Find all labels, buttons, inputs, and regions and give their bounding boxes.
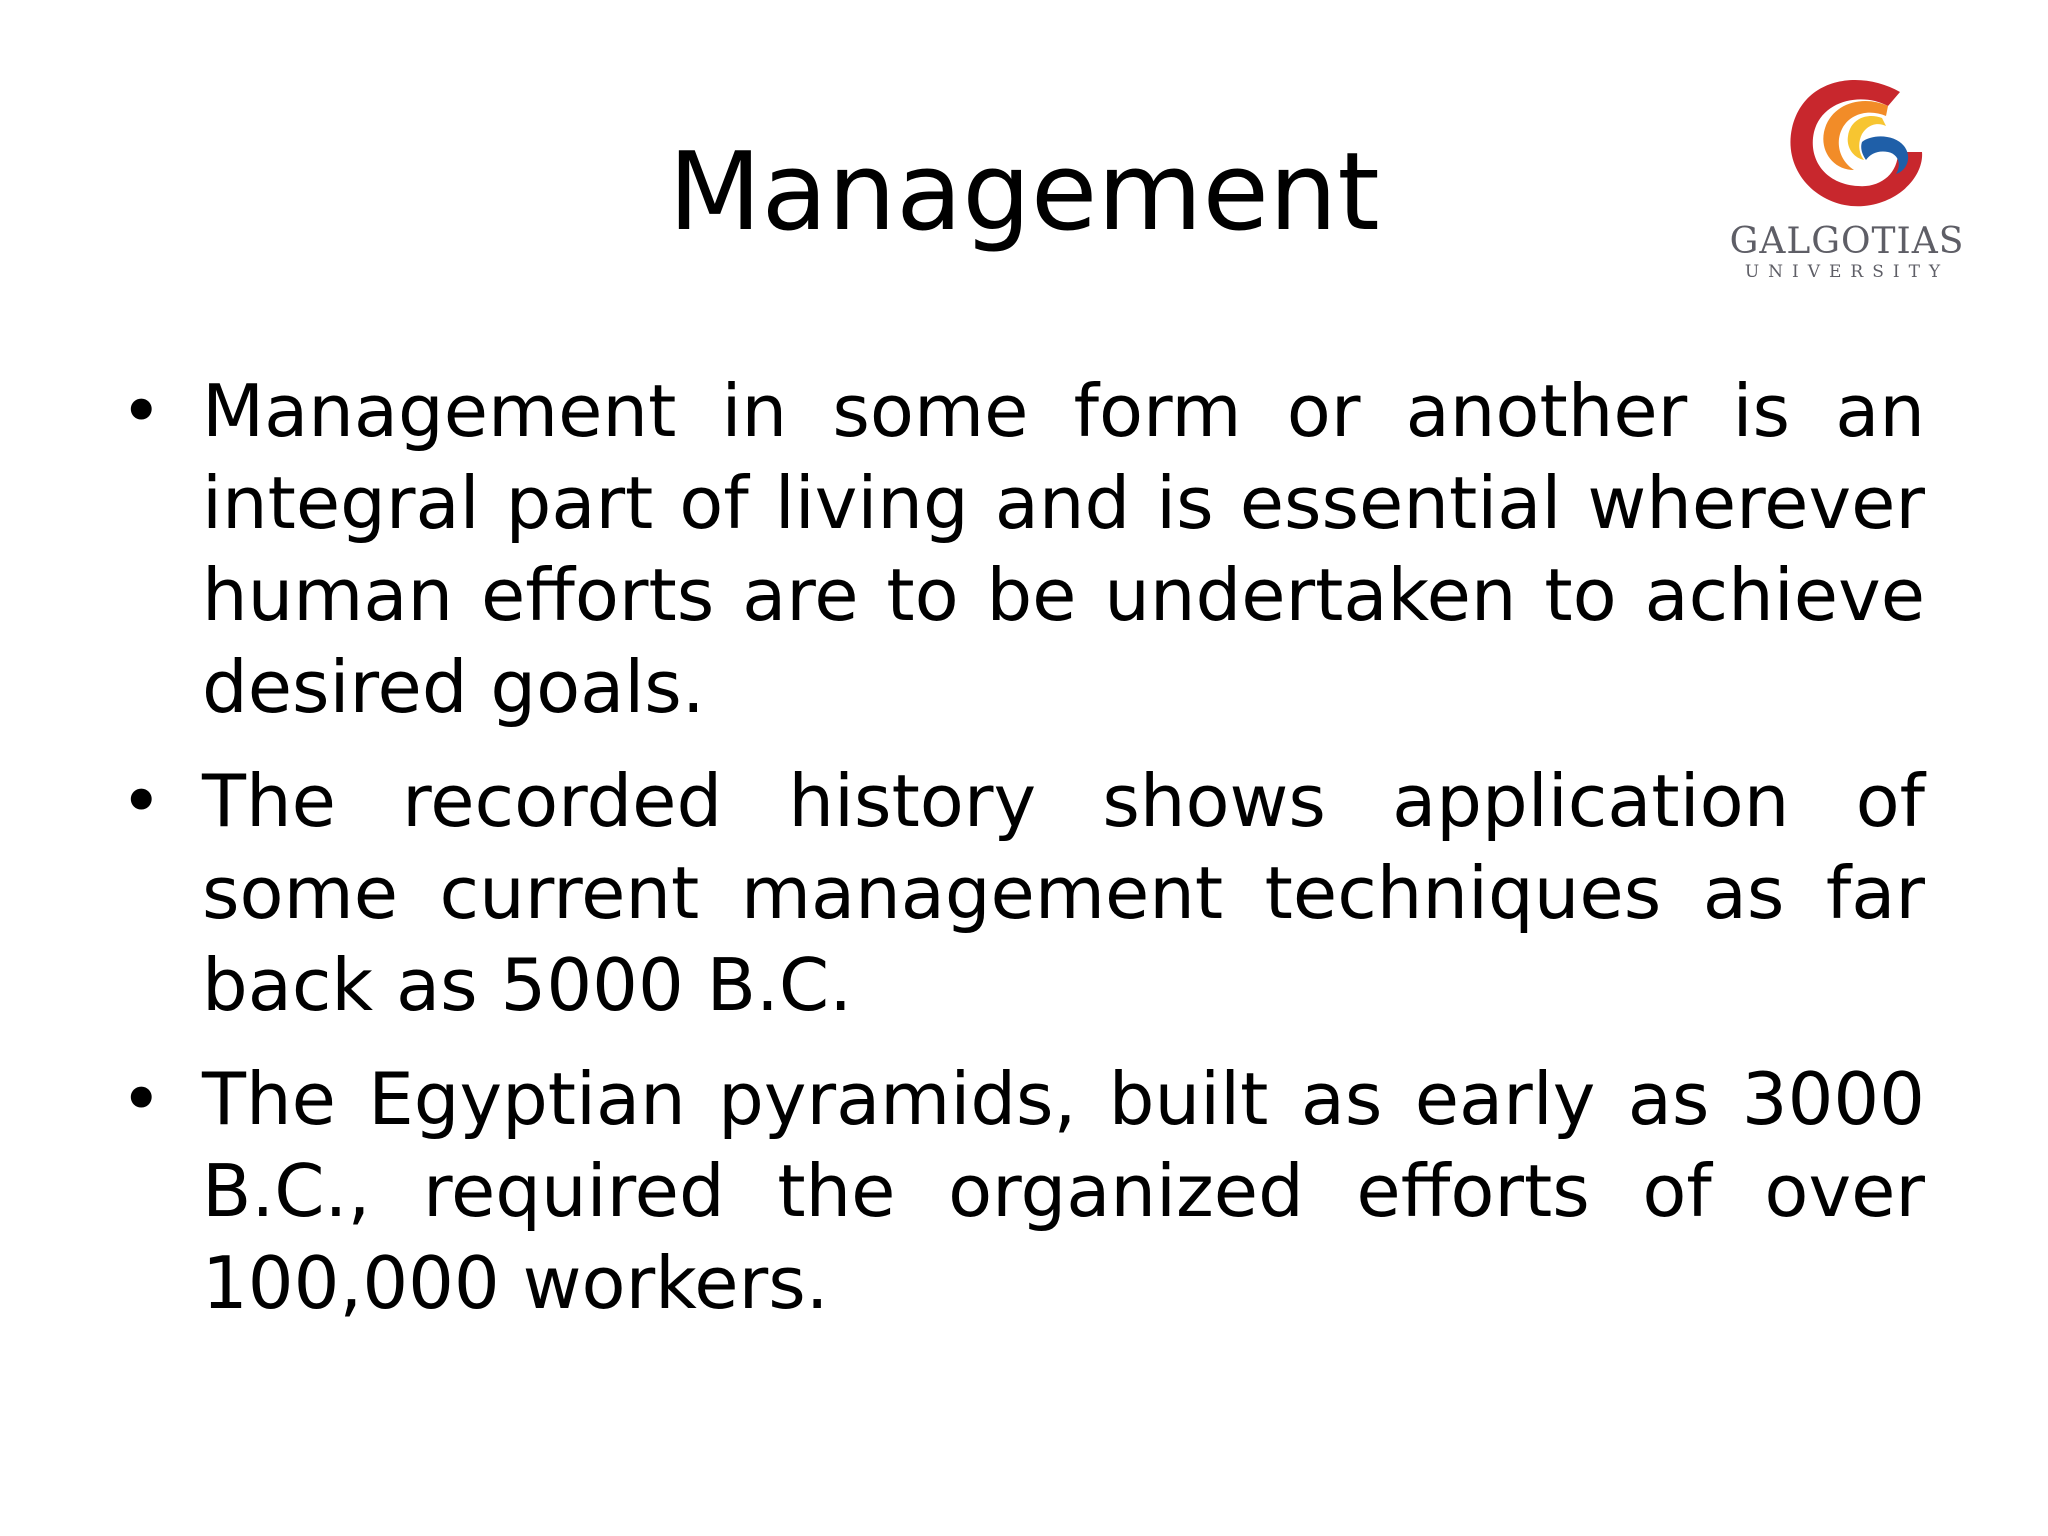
bullet-text: The Egyptian pyramids, built as early as 3000 B.C., required the organized efforts of over 100,000 workers.	[202, 1057, 1925, 1325]
bullet-item	[120, 755, 1925, 1031]
slide-title: Management	[668, 130, 1380, 255]
logo-subtitle: UNIVERSITY	[1744, 262, 1950, 282]
bullet-dot-icon: •	[120, 1057, 163, 1141]
galgotias-university-logo	[1712, 70, 1982, 290]
bullet-list	[120, 365, 1925, 1351]
logo-name: GALGOTIAS	[1729, 221, 1965, 262]
bullet-item	[120, 1053, 1925, 1329]
bullet-text: Management in some form or another is an integral part of living and is essential wherever human efforts are to be undertaken to achieve desired goals.	[202, 369, 1925, 729]
bullet-dot-icon: •	[120, 369, 163, 453]
logo-emblem-icon	[1712, 70, 1982, 220]
bullet-dot-icon: •	[120, 759, 163, 843]
bullet-text: The recorded history shows application of some current management techniques as far back as 5000 B.C.	[202, 759, 1925, 1027]
bullet-item	[120, 365, 1925, 733]
